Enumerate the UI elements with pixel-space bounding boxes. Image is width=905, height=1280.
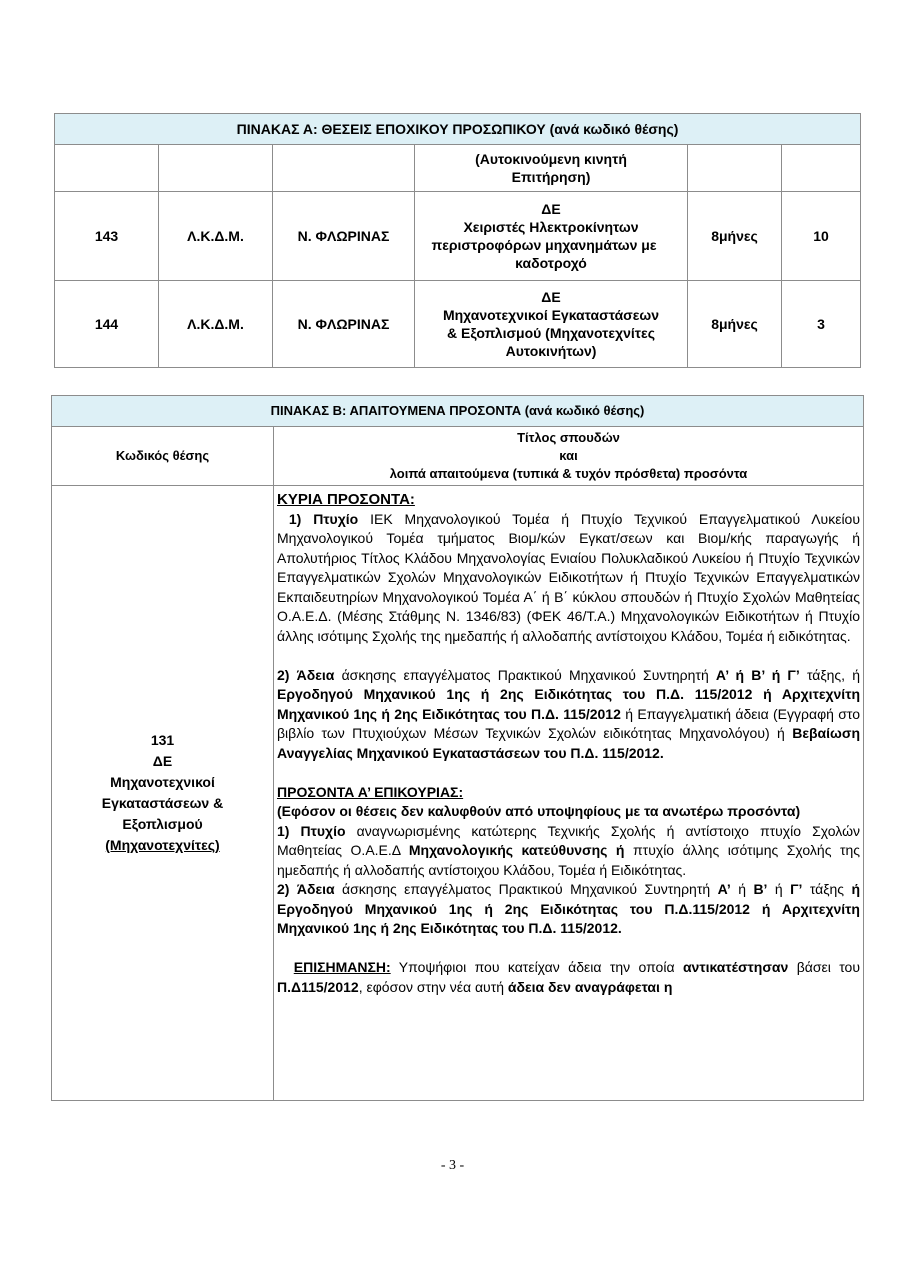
table-header-row [52,427,864,486]
heading-text: ΠΡΟΣΟΝΤΑ Α’ ΕΠΙΚΟΥΡΙΑΣ: [277,783,464,800]
note-bold: αντικατέστησαν [682,959,789,975]
table-cell [55,145,159,192]
table-cell [688,145,782,192]
specialty-cell [415,145,688,192]
item-number: 2) [277,666,290,683]
specialty-cell [415,281,688,368]
location-cell: Ν. ΦΛΩΡΙΝΑΣ [273,281,415,368]
category-text: ΔΕ [541,201,561,217]
main-requirement-2 [277,666,860,764]
specialty-line: & Εξοπλισμού (Μηχανοτεχνίτες [447,325,655,341]
code-cell: 143 [55,192,159,281]
table-a-title: ΠΙΝΑΚΑΣ Α: ΘΕΣΕΙΣ ΕΠΟΧΙΚΟΥ ΠΡΟΣΩΠΙΚΟΥ (ανά κωδικό θέσης) [55,114,861,145]
position-code: 131 [150,732,175,748]
specialty-line: καδοτροχό [515,255,587,271]
table-row [55,281,861,368]
table-row [55,145,861,192]
aux-note [277,802,860,822]
note-label: ΕΠΙΣΗΜΑΝΣΗ: [293,959,391,975]
col-header-requirements [274,427,864,486]
specialty-line: περιστροφόρων μηχανημάτων με [431,237,657,253]
count-cell: 10 [782,192,861,281]
table-row [55,192,861,281]
table-row [52,486,864,1101]
position-name: (Μηχανοτεχνίτες) [105,837,220,853]
item-keyword: Πτυχίο [300,822,346,839]
position-name: Εγκαταστάσεων & [101,795,224,811]
item-bold: ή Εργοδηγού Μηχανικού 1ης ή 2ης Ειδικότητας του Π.Δ.115/2012 ή Αρχιτεχνίτη Μηχανικού 1ης ή 2ης Ειδικότητας του Π.Δ. 115/2012. [277,881,861,936]
item-text: ή Επαγγελματική άδεια (Εγγραφή στο βιβλίο των Πτυχιούχων Μέσων Τεχνικών Σχολών ειδικότητας Μηχανολόγου) ή [277,705,861,741]
specialty-line: Αυτοκινήτων) [505,343,597,359]
item-bold: Μηχανολογικής κατεύθυνσης ή [408,842,625,858]
position-name: Μηχανοτεχνικοί [110,774,215,790]
note-text: Υποψήφιοι που κατείχαν άδεια την οποία [398,959,675,975]
duration-cell: 8μήνες [688,192,782,281]
item-text: άσκησης επαγγέλματος Πρακτικού Μηχανικού Συντηρητή [341,666,709,683]
table-a [54,113,861,368]
specialty-line: Μηχανοτεχνικοί Εγκαταστάσεων [442,307,660,323]
note-bold: άδεια δεν αναγράφεται η [507,978,673,995]
table-b [51,395,864,1101]
main-qualifications-heading [277,490,860,510]
col-header-code: Κωδικός θέσης [52,427,274,486]
item-bold: Εργοδηγού Μηχανικού 1ης ή 2ης Ειδικότητας του Π.Δ. 115/2012 ή Αρχιτεχνίτη Μηχανικού 1ης ή 2ης Ειδικότητας του Π.Δ. 115/2012 [277,686,860,722]
note-text: (Εφόσον οι θέσεις δεν καλυφθούν από υποψηφίους με τα ανωτέρω προσόντα) [277,803,801,819]
header-line: λοιπά απαιτούμενα (τυπικά & τυχόν πρόσθετα) προσόντα [389,466,748,481]
item-bold: Α’ [717,881,731,897]
note-text: , εφόσον στην νέα αυτή [358,978,505,995]
table-cell [782,145,861,192]
item-bold: Α’ ή Β’ ή Γ’ [715,666,800,683]
category-text: ΔΕ [541,289,561,305]
item-text: αναγνωρισμένης κατώτερης Τεχνικής Σχολής ή αντίστοιχο πτυχίο Σχολών Μαθητείας Ο.Α.Ε.Δ [277,822,861,858]
item-keyword: Άδεια [296,881,335,897]
item-text: τάξης, ή [806,666,861,683]
page-number: - 3 - [440,1158,465,1173]
specialty-cell [415,192,688,281]
aux-requirement-1 [277,822,860,881]
position-category: ΔΕ [152,753,173,769]
aux-qualifications-heading [277,783,860,803]
requirements-cell [274,486,864,1101]
item-bold: Βεβαίωση Αναγγελίας Μηχανικού Εγκαταστάσεων του Π.Δ. 115/2012. [277,725,861,761]
header-line: Τίτλος σπουδών [517,430,620,445]
item-text: ή [738,881,747,897]
item-bold: Β’ [753,881,768,897]
location-cell: Ν. ΦΛΩΡΙΝΑΣ [273,192,415,281]
item-text: πτυχίο άλλης ισότιμης Σχολής της ημεδαπής ή αλλοδαπής αντίστοιχου Κλάδου, Τομέα ή Ειδικότητας. [277,842,861,878]
service-cell: Λ.Κ.Δ.Μ. [159,192,273,281]
table-cell [273,145,415,192]
note-bold: Π.Δ115/2012 [277,978,359,995]
item-number: 1) [288,510,302,527]
item-bold: Γ’ [790,881,803,897]
header-line: και [559,448,578,463]
specialty-text: (Αυτοκινούμενη κινητή Επιτήρηση) [475,151,627,185]
duration-cell: 8μήνες [688,281,782,368]
item-keyword: Άδεια [296,666,335,683]
position-name: Εξοπλισμού [122,816,203,832]
item-text: τάξης [809,881,845,897]
item-text: ή [774,881,783,897]
note-text: βάσει του [796,959,860,975]
count-cell: 3 [782,281,861,368]
position-cell [52,486,274,1101]
service-cell: Λ.Κ.Δ.Μ. [159,281,273,368]
item-number: 1) [277,822,290,839]
item-keyword: Πτυχίο [313,510,359,527]
table-b-title: ΠΙΝΑΚΑΣ Β: ΑΠΑΙΤΟΥΜΕΝΑ ΠΡΟΣΟΝΤΑ (ανά κωδικό θέσης) [52,396,864,427]
aux-requirement-2 [277,880,860,939]
specialty-line: Χειριστές Ηλεκτροκίνητων [463,219,639,235]
code-cell: 144 [55,281,159,368]
table-cell [159,145,273,192]
main-requirement-1 [277,510,860,647]
item-number: 2) [277,881,290,897]
item-text: άσκησης επαγγέλματος Πρακτικού Μηχανικού Συντηρητή [342,881,711,897]
note-paragraph [277,958,860,997]
item-text: ΙΕΚ Μηχανολογικού Τομέα ή Πτυχίο Τεχνικού Επαγγελματικού Λυκείου Μηχανολογικού Τομέα τμήματος Βιομ/κών Εγκατ/σεων και Βιομ/κής παραγωγής ή Απολυτήριος Τίτλος Κλάδου Μηχανολογίας Ενιαίου Πολυκλαδικού Λυκείου ή Πτυχίο Τεχνικών Επαγγελματικών Σχολών Μηχανολογικών Ειδικοτήτων ή Πτυχίο Τεχνικών Επαγγελματικών Εκπαιδευτηρίων Μηχανολογικού Τομέα Α΄ ή Β΄ κύκλου σπουδών ή Πτυχίο Σχολών Μαθητείας Ο.Α.Ε.Δ. (Μέσης Στάθμης Ν. 1346/83) (ΦΕΚ 46/Τ.Α.) Μηχανολογικών Ειδικοτήτων ή Πτυχίο άλλης ισότιμης Σχολής της ημεδαπής ή αλλοδαπής αντίστοιχου Κλάδου, Τομέα ή ειδικότητας. [277,510,861,644]
heading-text: ΚΥΡΙΑ ΠΡΟΣΟΝΤΑ: [277,491,415,508]
